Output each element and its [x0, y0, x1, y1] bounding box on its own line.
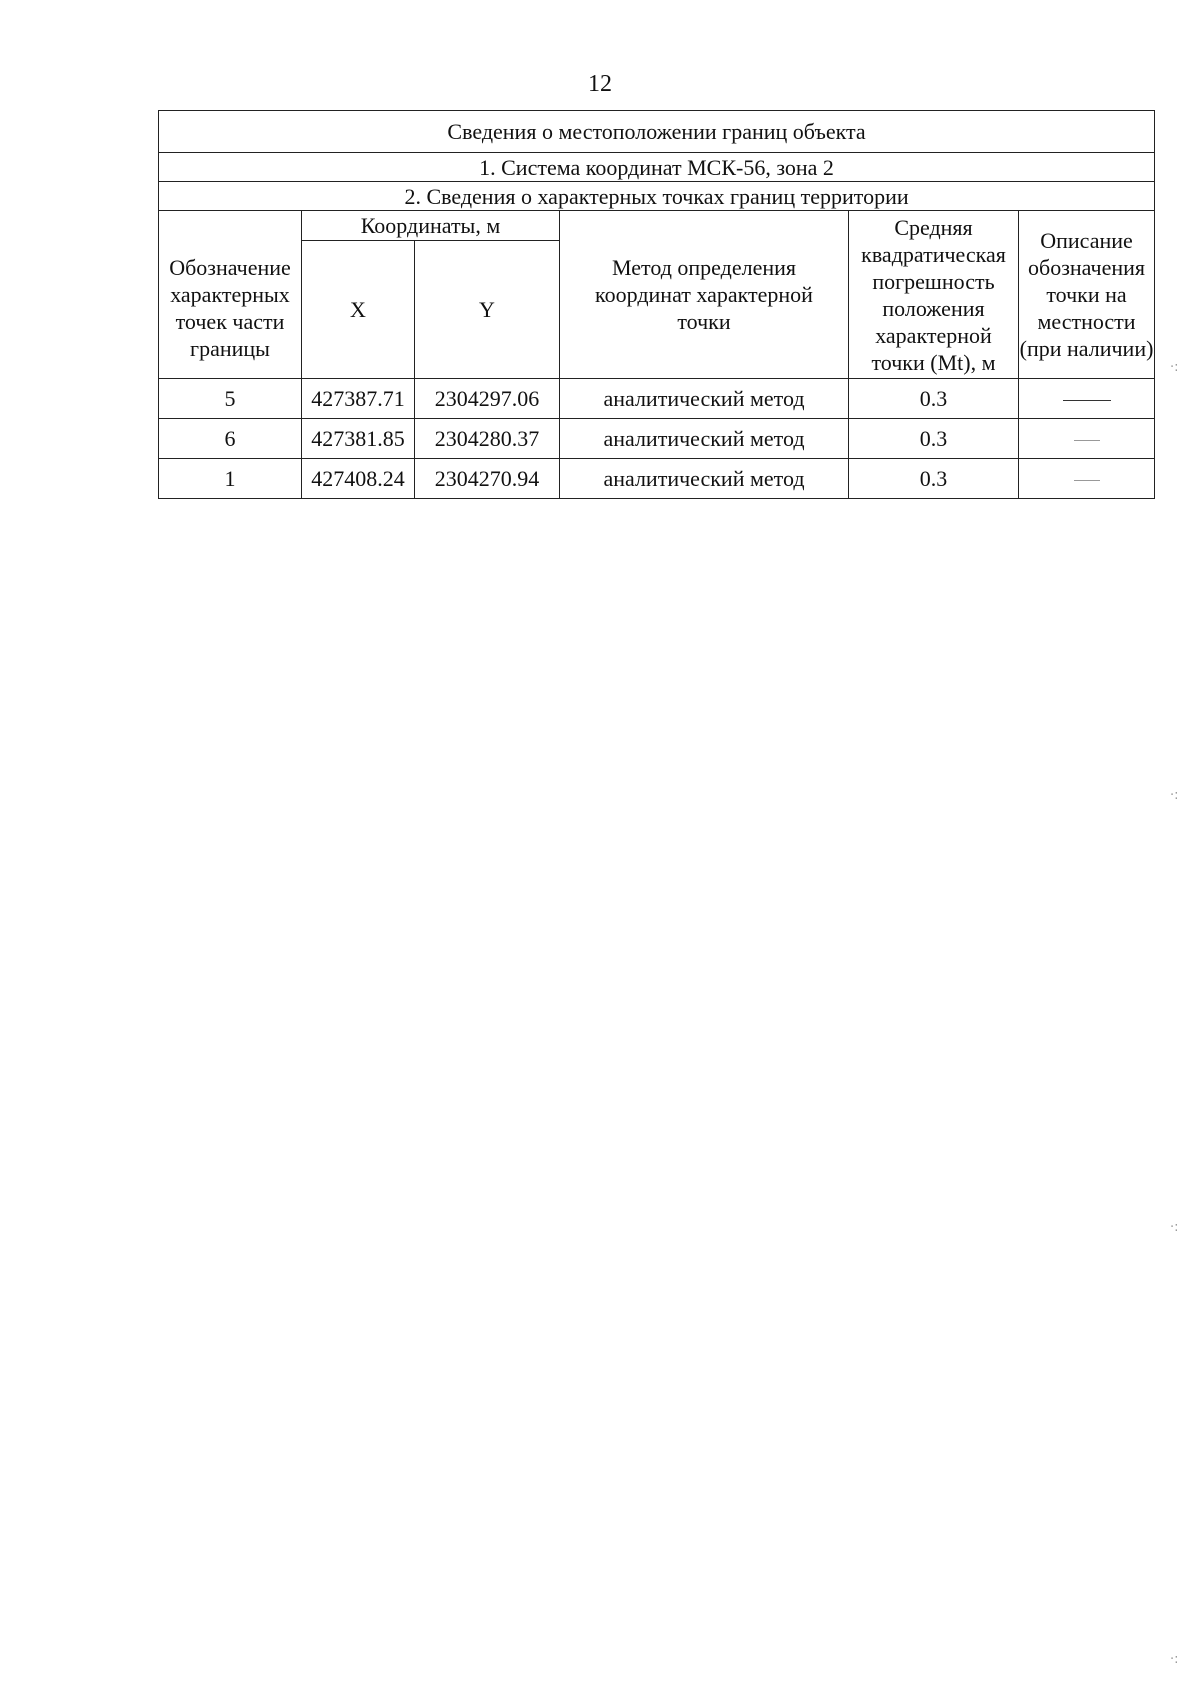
point-number: 5 — [159, 379, 302, 419]
table-row — [159, 379, 1155, 419]
error-value: 0.3 — [849, 419, 1019, 459]
page-number: 12 — [588, 71, 612, 97]
coordinate-system-label: 1. Система координат МСК-56, зона 2 — [159, 153, 1155, 182]
header-x: X — [302, 241, 415, 379]
boundary-table — [158, 110, 1155, 499]
point-number: 6 — [159, 419, 302, 459]
method-value: аналитический метод — [560, 379, 849, 419]
coordinate-y: 2304280.37 — [415, 419, 560, 459]
scan-speck: ·: — [1170, 1220, 1179, 1235]
method-value: аналитический метод — [560, 459, 849, 499]
table-row — [159, 419, 1155, 459]
table-title: Сведения о местоположении границ объекта — [159, 111, 1155, 153]
description-cell — [1019, 459, 1155, 499]
dash-mark — [1074, 440, 1100, 441]
header-y: Y — [415, 241, 560, 379]
coordinate-y: 2304270.94 — [415, 459, 560, 499]
header-error: Средняя квадратическая погрешность положения характерной точки (Mt), м — [849, 211, 1019, 379]
scan-speck: ·: — [1170, 360, 1179, 375]
error-value: 0.3 — [849, 379, 1019, 419]
error-value: 0.3 — [849, 459, 1019, 499]
header-description: Описание обозначения точки на местности (при наличии) — [1019, 211, 1155, 379]
method-value: аналитический метод — [560, 419, 849, 459]
header-method: Метод определения координат характерной точки — [560, 211, 849, 379]
table-row — [159, 459, 1155, 499]
table-title-row — [159, 111, 1155, 153]
scan-speck: ·: — [1170, 788, 1179, 803]
dash-mark — [1074, 480, 1100, 481]
coordinate-y: 2304297.06 — [415, 379, 560, 419]
header-row — [159, 211, 1155, 241]
point-number: 1 — [159, 459, 302, 499]
description-cell — [1019, 419, 1155, 459]
header-point-designation: Обозначение характерных точек части границы — [159, 211, 302, 379]
characteristic-points-label: 2. Сведения о характерных точках границ территории — [159, 182, 1155, 211]
description-cell — [1019, 379, 1155, 419]
dash-mark — [1063, 400, 1111, 401]
scan-speck: ·: — [1170, 1652, 1179, 1667]
coordinate-x: 427381.85 — [302, 419, 415, 459]
coordinate-x: 427387.71 — [302, 379, 415, 419]
coordinate-x: 427408.24 — [302, 459, 415, 499]
header-coordinates: Координаты, м — [302, 211, 560, 241]
section-row — [159, 182, 1155, 211]
section-row — [159, 153, 1155, 182]
